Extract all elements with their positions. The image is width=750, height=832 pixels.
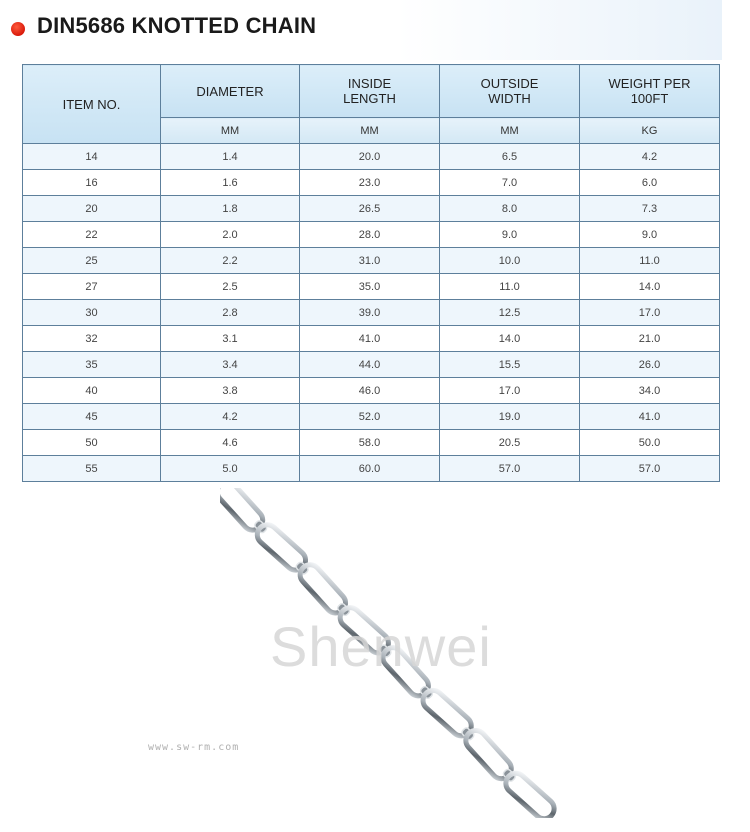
table-cell: 34.0	[580, 378, 720, 404]
page-header	[0, 0, 722, 60]
table-cell: 52.0	[300, 404, 440, 430]
table-row	[23, 378, 720, 404]
table-cell: 9.0	[580, 222, 720, 248]
unit-inside-length: MM	[300, 118, 440, 144]
table-cell: 11.0	[440, 274, 580, 300]
table-cell: 7.0	[440, 170, 580, 196]
table-cell: 14	[23, 144, 161, 170]
table-cell: 35	[23, 352, 161, 378]
table-cell: 60.0	[300, 456, 440, 482]
table-row	[23, 326, 720, 352]
specification-table	[22, 64, 720, 482]
table-cell: 4.2	[580, 144, 720, 170]
table-cell: 6.5	[440, 144, 580, 170]
table-cell: 58.0	[300, 430, 440, 456]
table-cell: 26.5	[300, 196, 440, 222]
unit-weight: KG	[580, 118, 720, 144]
table-cell: 2.2	[161, 248, 300, 274]
unit-diameter: MM	[161, 118, 300, 144]
table-row	[23, 222, 720, 248]
table-cell: 12.5	[440, 300, 580, 326]
table-cell: 3.4	[161, 352, 300, 378]
table-cell: 40	[23, 378, 161, 404]
table-cell: 39.0	[300, 300, 440, 326]
table-cell: 41.0	[300, 326, 440, 352]
table-cell: 17.0	[440, 378, 580, 404]
header-item-no: ITEM NO.	[23, 65, 161, 144]
header-outside-width-text: OUTSIDE WIDTH	[480, 76, 539, 106]
table-cell: 10.0	[440, 248, 580, 274]
table-row	[23, 274, 720, 300]
table-row	[23, 196, 720, 222]
table-cell: 55	[23, 456, 161, 482]
table-cell: 15.5	[440, 352, 580, 378]
header-weight	[580, 65, 720, 118]
chain-link	[502, 769, 558, 818]
table-cell: 23.0	[300, 170, 440, 196]
table-cell: 1.4	[161, 144, 300, 170]
table-cell: 57.0	[440, 456, 580, 482]
table-cell: 19.0	[440, 404, 580, 430]
red-dot-icon	[11, 22, 25, 36]
table-cell: 2.0	[161, 222, 300, 248]
table-cell: 1.6	[161, 170, 300, 196]
table-cell: 7.3	[580, 196, 720, 222]
table-cell: 20.5	[440, 430, 580, 456]
table-row	[23, 170, 720, 196]
table-cell: 45	[23, 404, 161, 430]
table-cell: 20.0	[300, 144, 440, 170]
table-cell: 2.8	[161, 300, 300, 326]
table-cell: 4.6	[161, 430, 300, 456]
table-cell: 11.0	[580, 248, 720, 274]
header-diameter: DIAMETER	[161, 65, 300, 118]
table-cell: 21.0	[580, 326, 720, 352]
header-weight-text: WEIGHT PER 100FT	[608, 76, 691, 106]
table-cell: 8.0	[440, 196, 580, 222]
table-cell: 32	[23, 326, 161, 352]
table-cell: 20	[23, 196, 161, 222]
table-cell: 3.8	[161, 378, 300, 404]
table-cell: 50	[23, 430, 161, 456]
website-url: www.sw-rm.com	[148, 742, 240, 753]
page-title: DIN5686 KNOTTED CHAIN	[37, 13, 317, 38]
table-row	[23, 300, 720, 326]
table-cell: 41.0	[580, 404, 720, 430]
table-row	[23, 430, 720, 456]
header-inside-length	[300, 65, 440, 118]
header-outside-width	[440, 65, 580, 118]
table-cell: 25	[23, 248, 161, 274]
table-cell: 16	[23, 170, 161, 196]
table-row	[23, 248, 720, 274]
table-cell: 5.0	[161, 456, 300, 482]
unit-outside-width: MM	[440, 118, 580, 144]
table-cell: 27	[23, 274, 161, 300]
table-cell: 6.0	[580, 170, 720, 196]
table-cell: 30	[23, 300, 161, 326]
table-row	[23, 144, 720, 170]
table-cell: 2.5	[161, 274, 300, 300]
table-cell: 14.0	[580, 274, 720, 300]
table-cell: 26.0	[580, 352, 720, 378]
table-cell: 14.0	[440, 326, 580, 352]
table-cell: 22	[23, 222, 161, 248]
table-cell: 9.0	[440, 222, 580, 248]
table-cell: 50.0	[580, 430, 720, 456]
table-row	[23, 404, 720, 430]
header-inside-length-text: INSIDE LENGTH	[343, 76, 396, 106]
table-cell: 31.0	[300, 248, 440, 274]
watermark-text: Shenwei	[270, 615, 492, 678]
table-cell: 1.8	[161, 196, 300, 222]
table-cell: 3.1	[161, 326, 300, 352]
table-row	[23, 352, 720, 378]
table-cell: 28.0	[300, 222, 440, 248]
table-cell: 4.2	[161, 404, 300, 430]
table-cell: 35.0	[300, 274, 440, 300]
table-cell: 46.0	[300, 378, 440, 404]
table-row	[23, 456, 720, 482]
table-cell: 57.0	[580, 456, 720, 482]
table-cell: 44.0	[300, 352, 440, 378]
table-cell: 17.0	[580, 300, 720, 326]
table-body	[23, 144, 720, 482]
